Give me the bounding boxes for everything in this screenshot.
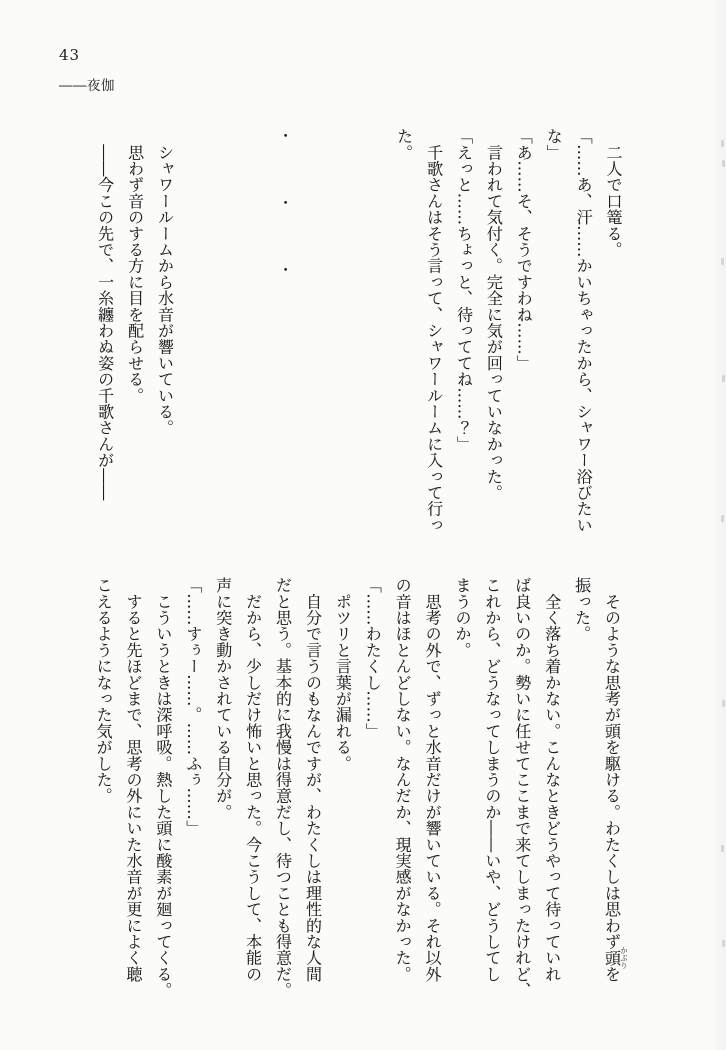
- text-line: だから、少しだけ怖いと思った。今こうして、本能の: [243, 577, 263, 982]
- scan-artifact: [721, 258, 724, 265]
- scan-artifact: [721, 140, 724, 147]
- scan-artifact: [722, 940, 725, 947]
- scene-break-dots: ・・・: [276, 128, 295, 329]
- text-line: 自分で言うのもなんですが、わたくしは理性的な人間: [303, 577, 323, 982]
- text-line: 二人で口篭る。: [604, 128, 623, 258]
- text-line: の音はほとんどしない。なんだか、現実感がなかった。: [393, 577, 413, 982]
- ruby-base: 頭: [602, 946, 622, 969]
- scan-artifact: [722, 700, 725, 707]
- text-line: 「……あ、汗……かいちゃったから、シャワー浴びたい: [574, 128, 594, 533]
- running-head: ――夜伽: [59, 78, 115, 94]
- text-line: な」: [544, 128, 564, 161]
- page-header: [59, 46, 115, 94]
- scan-artifact: [722, 375, 725, 382]
- text-line: 「……すぅー……。……ふぅ……」: [183, 577, 203, 837]
- text-line: すると先ほどまで、思考の外にいた水音が更によく聴: [124, 577, 143, 982]
- text-line: 千歌さんはそう言って、シャワールームに入って行っ: [424, 128, 444, 533]
- upper-text-band: [89, 128, 628, 535]
- page-number: 43: [59, 46, 81, 64]
- text-line: 全く落ち着かない。こんなときどうやって待っていれ: [542, 577, 562, 982]
- scan-artifact: [721, 845, 724, 852]
- text-line: 「あ……そ、そうですわね……」: [514, 128, 534, 371]
- text-line: 声に突き動かされている自分が。: [213, 577, 233, 820]
- ruby-pre-text: そのような思考が頭を駆ける。わたくしは思わず: [602, 577, 622, 950]
- page-gutter-shadow: [710, 0, 726, 1050]
- text-line: ――今この先で、一糸纏わぬ姿の千歌さんが――: [95, 128, 115, 501]
- text-line: シャワールームから水音が響いている。: [155, 128, 175, 436]
- text-line: ポツリと言葉が漏れる。: [333, 577, 353, 772]
- ruby-post-text: を: [602, 965, 622, 983]
- lower-text-band: [89, 577, 628, 1001]
- text-line: こえるようになった気がした。: [94, 577, 114, 804]
- text-line: た。: [394, 128, 414, 161]
- text-line: ば良いのか。勢いに任せてここまで来てしまったけれど、: [512, 577, 532, 999]
- text-line: まうのか。: [452, 577, 472, 658]
- text-line: 言われて気付く。完全に気が回っていなかった。: [484, 128, 504, 501]
- text-line: 「……わたくし……」: [363, 577, 383, 739]
- text-line-with-furigana: [597, 577, 628, 1001]
- text-line: 思考の外で、ずっと水音だけが響いている。それ以外: [423, 577, 443, 982]
- text-line: これから、どうなってしまうのか――いや、どうしてし: [482, 577, 502, 982]
- scan-artifact: [722, 160, 725, 167]
- scan-artifact: [721, 515, 724, 522]
- text-line: 思わず音のする方に目を配らせる。: [125, 128, 145, 404]
- text-line: 「えっと……ちょっと、待っててね……？」: [454, 128, 474, 452]
- text-line: 振った。: [572, 577, 592, 642]
- text-line: こういうときは深呼吸。熱した頭に酸素が廻ってくる。: [153, 577, 173, 999]
- text-line: だと思う。基本的に我慢は得意だし、待つことも得意だ。: [273, 577, 293, 999]
- ruby-text: かぶり: [619, 946, 629, 969]
- furigana-annotation: [602, 946, 629, 969]
